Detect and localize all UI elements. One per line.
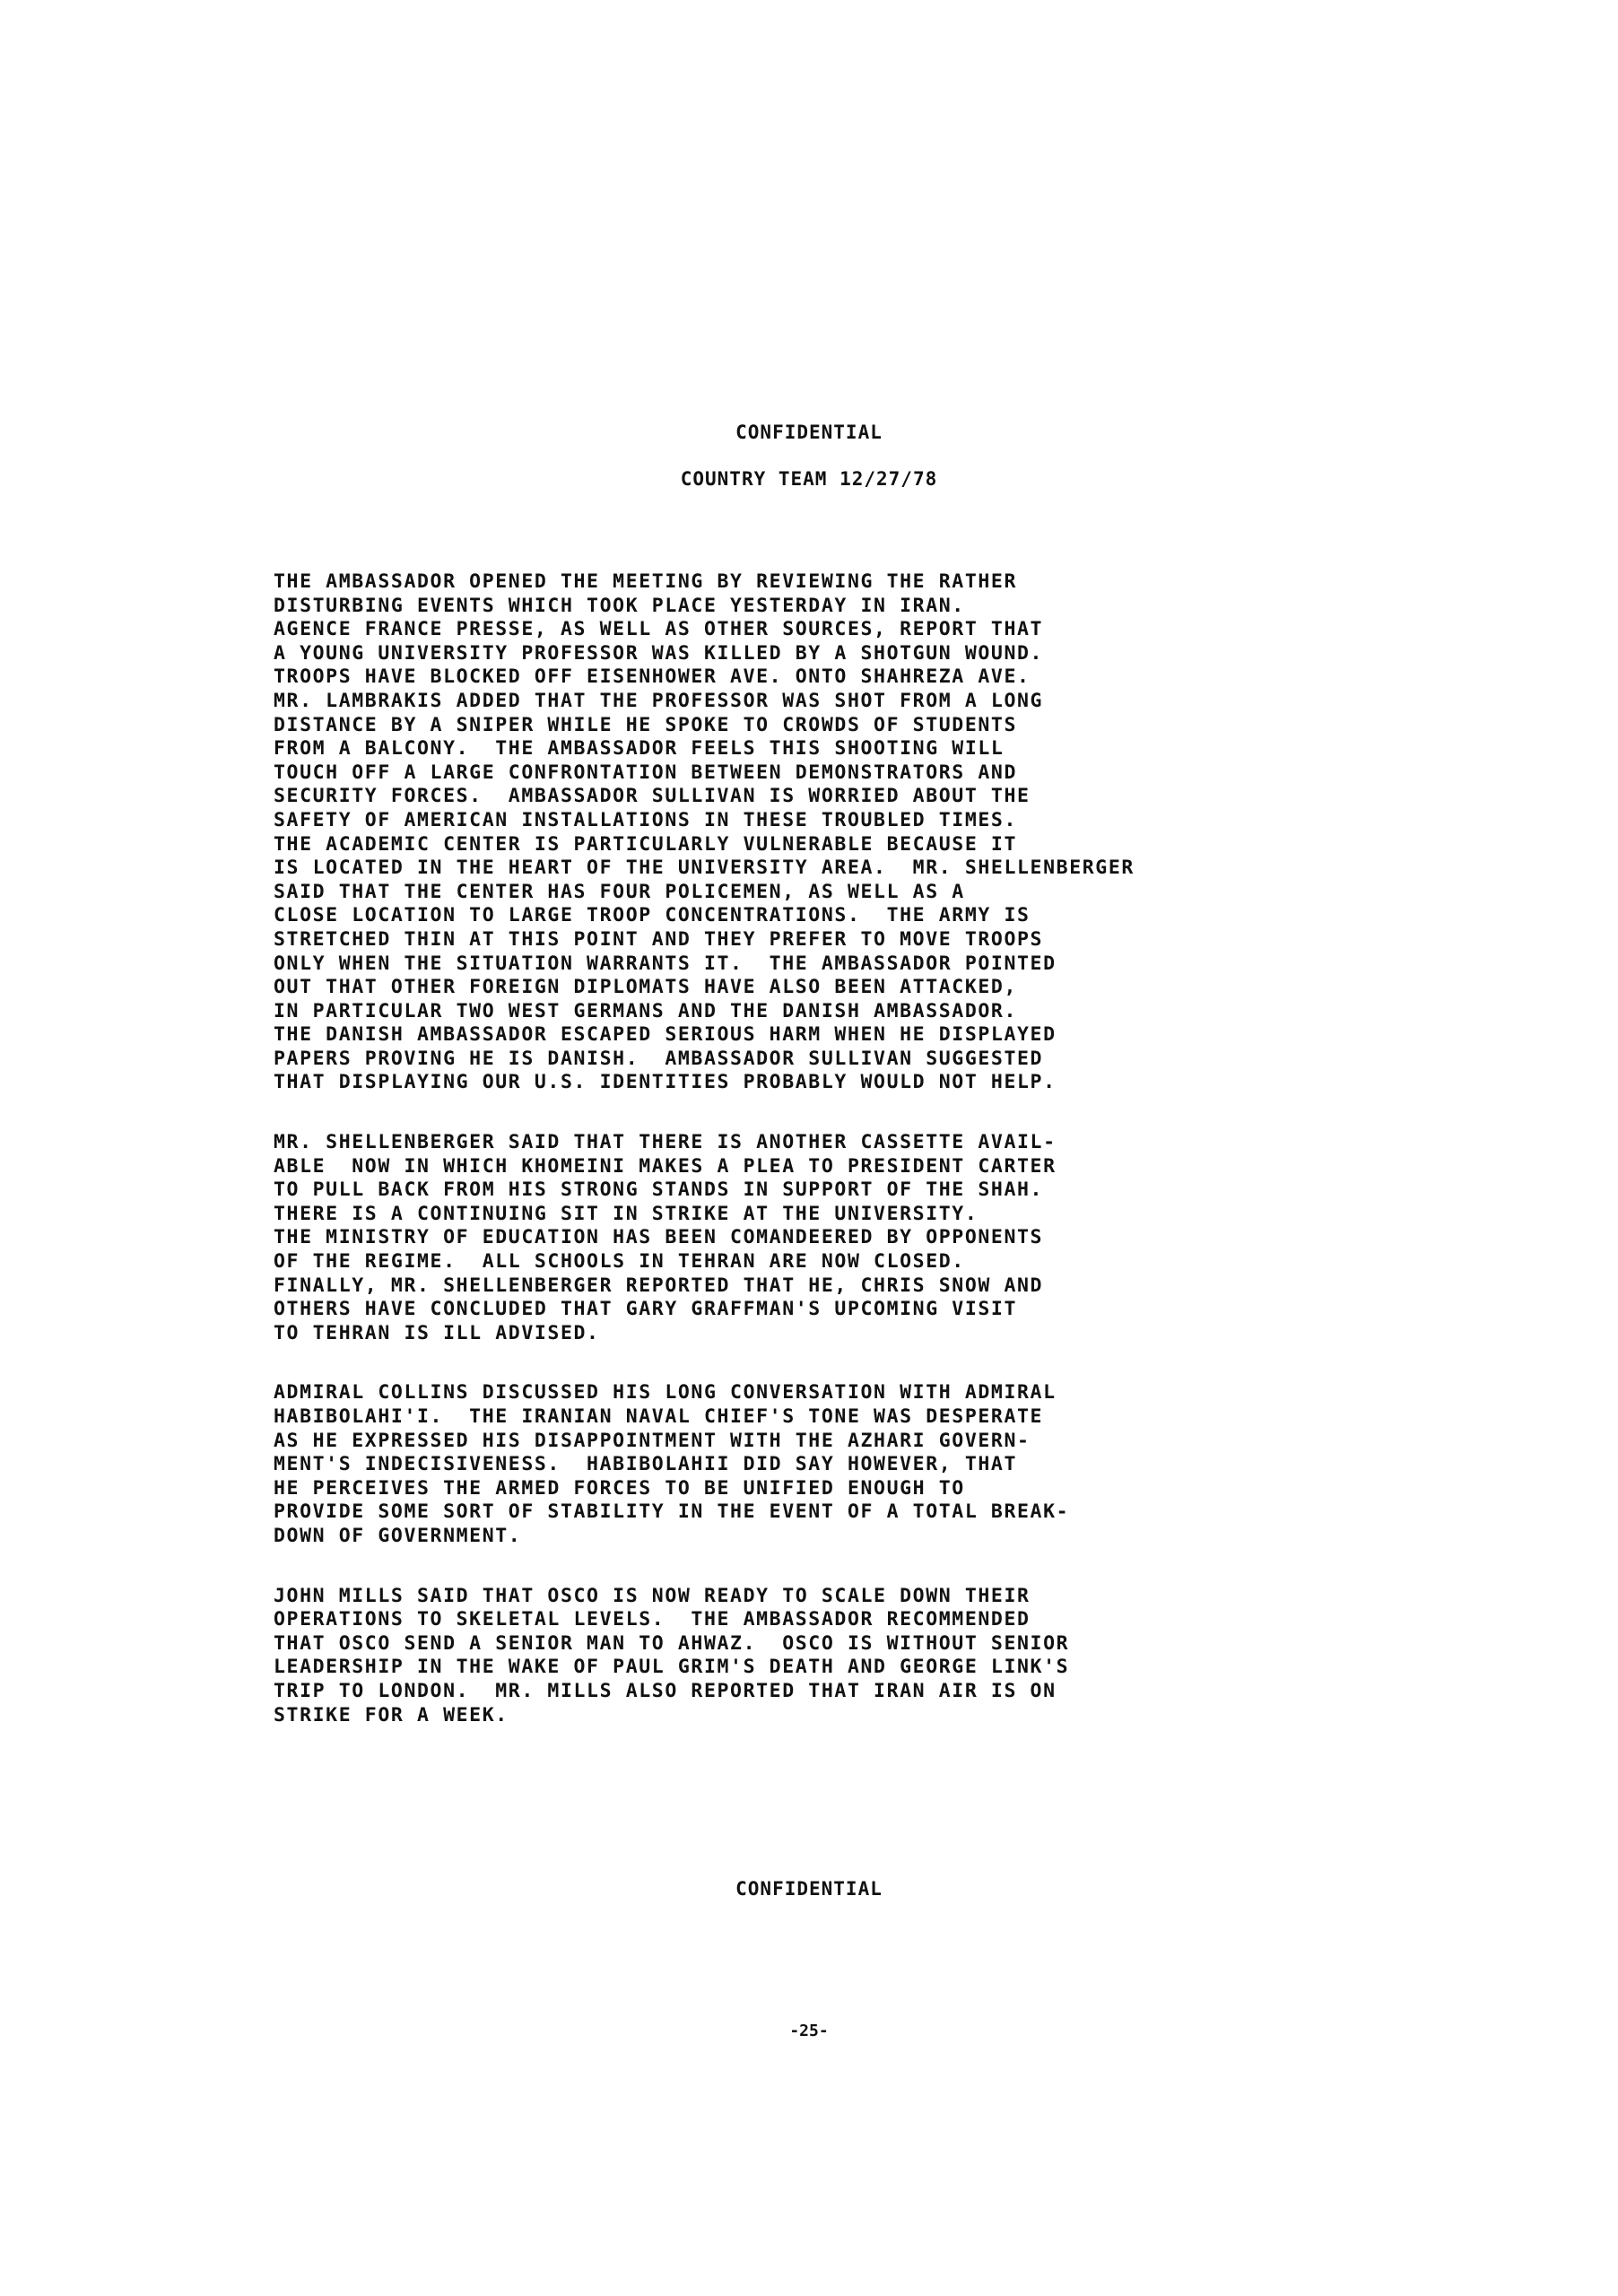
text-line: JOHN MILLS SAID THAT OSCO IS NOW READY TO SCALE DOWN THEIR bbox=[274, 1584, 1031, 1607]
text-line: ADMIRAL COLLINS DISCUSSED HIS LONG CONVERSATION WITH ADMIRAL bbox=[274, 1381, 1057, 1405]
text-line: OPERATIONS TO SKELETAL LEVELS. THE AMBASSADOR RECOMMENDED bbox=[274, 1608, 1031, 1631]
text-line: STRETCHED THIN AT THIS POINT AND THEY PREFER TO MOVE TROOPS bbox=[274, 927, 1044, 951]
paragraph-1 bbox=[274, 570, 1440, 1095]
memo-body bbox=[274, 570, 1440, 1763]
text-line: TO PULL BACK FROM HIS STRONG STANDS IN SUPPORT OF THE SHAH. bbox=[274, 1178, 1044, 1202]
paragraph-2 bbox=[274, 1131, 1440, 1345]
text-line: SAFETY OF AMERICAN INSTALLATIONS IN THESE TROUBLED TIMES. bbox=[274, 808, 1018, 831]
text-line: THE AMBASSADOR OPENED THE MEETING BY REVIEWING THE RATHER bbox=[274, 570, 1018, 593]
text-line: IN PARTICULAR TWO WEST GERMANS AND THE DANISH AMBASSADOR. bbox=[274, 999, 1018, 1022]
text-line: MR. SHELLENBERGER SAID THAT THERE IS ANOTHER CASSETTE AVAIL- bbox=[274, 1131, 1057, 1154]
page-title: COUNTRY TEAM 12/27/78 bbox=[680, 468, 938, 490]
text-line: DOWN OF GOVERNMENT. bbox=[274, 1524, 522, 1547]
text-line: DISTANCE BY A SNIPER WHILE HE SPOKE TO CROWDS OF STUDENTS bbox=[274, 713, 1018, 736]
text-line: PROVIDE SOME SORT OF STABILITY IN THE EVENT OF A TOTAL BREAK- bbox=[274, 1500, 1070, 1524]
text-line: ABLE NOW IN WHICH KHOMEINI MAKES A PLEA TO PRESIDENT CARTER bbox=[274, 1154, 1057, 1178]
text-line: AGENCE FRANCE PRESSE, AS WELL AS OTHER SOURCES, REPORT THAT bbox=[274, 618, 1044, 641]
paragraph-4 bbox=[274, 1585, 1440, 1728]
text-line: THE DANISH AMBASSADOR ESCAPED SERIOUS HARM WHEN HE DISPLAYED bbox=[274, 1023, 1057, 1047]
text-line: OTHERS HAVE CONCLUDED THAT GARY GRAFFMAN'S UPCOMING VISIT bbox=[274, 1298, 1018, 1321]
classification-header: CONFIDENTIAL bbox=[735, 422, 883, 443]
text-line: HABIBOLAHI'I. THE IRANIAN NAVAL CHIEF'S TONE WAS DESPERATE bbox=[274, 1405, 1044, 1428]
text-line: A YOUNG UNIVERSITY PROFESSOR WAS KILLED BY A SHOTGUN WOUND. bbox=[274, 641, 1044, 665]
text-line: SAID THAT THE CENTER HAS FOUR POLICEMEN, AS WELL AS A bbox=[274, 880, 965, 903]
text-line: LEADERSHIP IN THE WAKE OF PAUL GRIM'S DEATH AND GEORGE LINK'S bbox=[274, 1656, 1070, 1679]
text-line: ONLY WHEN THE SITUATION WARRANTS IT. THE AMBASSADOR POINTED bbox=[274, 952, 1057, 975]
text-line: THAT OSCO SEND A SENIOR MAN TO AHWAZ. OSCO IS WITHOUT SENIOR bbox=[274, 1631, 1070, 1655]
text-line: HE PERCEIVES THE ARMED FORCES TO BE UNIFIED ENOUGH TO bbox=[274, 1476, 965, 1500]
text-line: TOUCH OFF A LARGE CONFRONTATION BETWEEN DEMONSTRATORS AND bbox=[274, 761, 1018, 784]
text-line: MENT'S INDECISIVENESS. HABIBOLAHII DID SAY HOWEVER, THAT bbox=[274, 1453, 1018, 1476]
text-line: THAT DISPLAYING OUR U.S. IDENTITIES PROBABLY WOULD NOT HELP. bbox=[274, 1071, 1057, 1094]
text-line: FINALLY, MR. SHELLENBERGER REPORTED THAT HE, CHRIS SNOW AND bbox=[274, 1274, 1044, 1297]
text-line: SECURITY FORCES. AMBASSADOR SULLIVAN IS WORRIED ABOUT THE bbox=[274, 785, 1031, 808]
text-line: DISTURBING EVENTS WHICH TOOK PLACE YESTERDAY IN IRAN. bbox=[274, 594, 965, 617]
text-line: OUT THAT OTHER FOREIGN DIPLOMATS HAVE ALSO BEEN ATTACKED, bbox=[274, 976, 1018, 999]
text-line: AS HE EXPRESSED HIS DISAPPOINTMENT WITH THE AZHARI GOVERN- bbox=[274, 1429, 1031, 1452]
paragraph-3 bbox=[274, 1381, 1440, 1548]
text-line: FROM A BALCONY. THE AMBASSADOR FEELS THIS SHOOTING WILL bbox=[274, 737, 1005, 761]
page-number: -25- bbox=[789, 2022, 829, 2040]
text-line: IS LOCATED IN THE HEART OF THE UNIVERSITY AREA. MR. SHELLENBERGER bbox=[274, 857, 1135, 880]
text-line: THE MINISTRY OF EDUCATION HAS BEEN COMANDEERED BY OPPONENTS bbox=[274, 1226, 1044, 1249]
text-line: PAPERS PROVING HE IS DANISH. AMBASSADOR SULLIVAN SUGGESTED bbox=[274, 1047, 1044, 1070]
classification-footer: CONFIDENTIAL bbox=[735, 1878, 883, 1900]
text-line: TO TEHRAN IS ILL ADVISED. bbox=[274, 1321, 600, 1344]
text-line: TROOPS HAVE BLOCKED OFF EISENHOWER AVE. ONTO SHAHREZA AVE. bbox=[274, 665, 1031, 689]
text-line: THERE IS A CONTINUING SIT IN STRIKE AT THE UNIVERSITY. bbox=[274, 1202, 979, 1225]
text-line: THE ACADEMIC CENTER IS PARTICULARLY VULNERABLE BECAUSE IT bbox=[274, 832, 1018, 856]
text-line: STRIKE FOR A WEEK. bbox=[274, 1703, 509, 1726]
text-line: CLOSE LOCATION TO LARGE TROOP CONCENTRATIONS. THE ARMY IS bbox=[274, 904, 1031, 927]
text-line: MR. LAMBRAKIS ADDED THAT THE PROFESSOR WAS SHOT FROM A LONG bbox=[274, 689, 1044, 712]
text-line: TRIP TO LONDON. MR. MILLS ALSO REPORTED THAT IRAN AIR IS ON bbox=[274, 1679, 1057, 1702]
text-line: OF THE REGIME. ALL SCHOOLS IN TEHRAN ARE NOW CLOSED. bbox=[274, 1250, 965, 1274]
